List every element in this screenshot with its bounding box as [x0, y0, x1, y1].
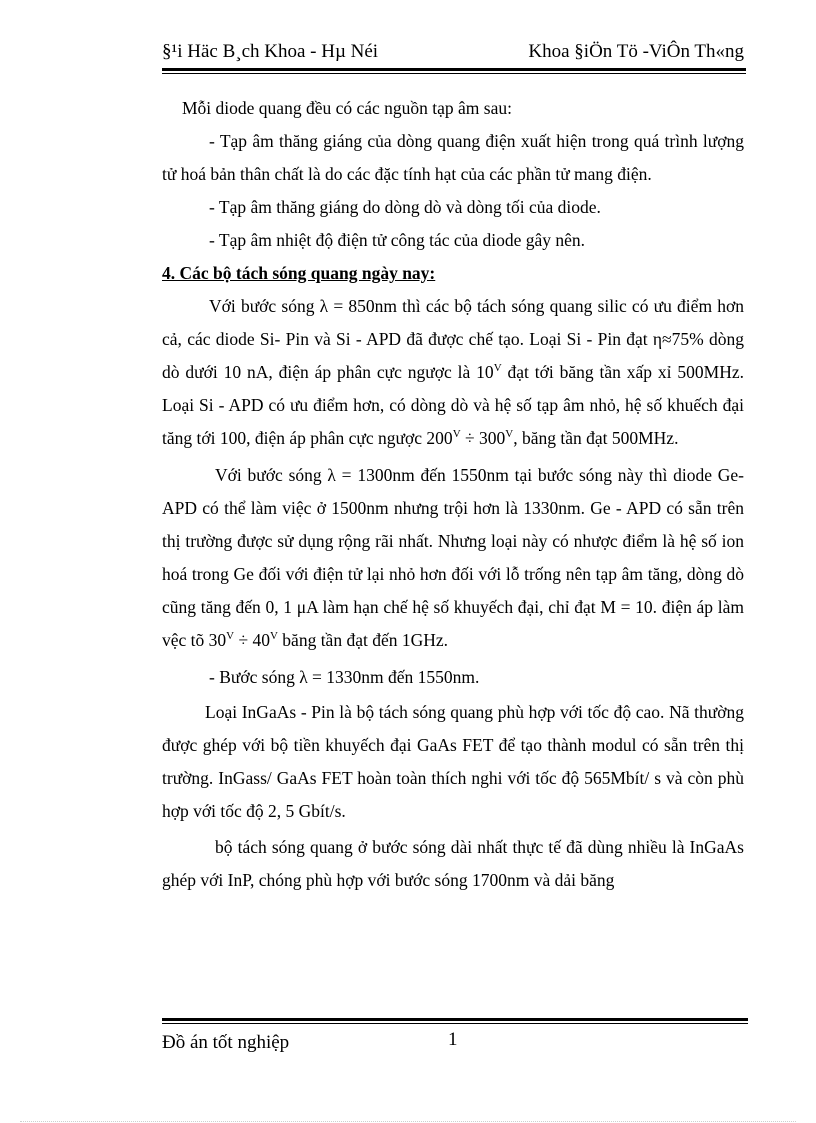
paragraph-1300nm-part-a: Với bước sóng λ = 1300nm đến 1550nm tại bước sóng này thì diode Ge- APD có thể làm việc ở 1500nm nhưng trội hơn là 1330nm. Ge - APD có sẵn trên thị trường được sử dụng rộng rãi nhất. Nhưng loại này có nhược điểm là hệ số ion hoá trong Ge đối với điện tử lại nhỏ hơn đối với lỗ trống nên tạp âm tăng, dòng dò cũng tăng đến 0, 1 μA làm hạn chế hệ số khuyếch đại, chỉ đạt M = 10. điện áp làm vệc tõ 30 [162, 465, 744, 650]
footer-rule-thick [162, 1018, 748, 1021]
footer-rule-thin [162, 1023, 748, 1024]
paragraph-noise-2: - Tạp âm thăng giáng do dòng dò và dòng tối của diode. [209, 197, 601, 217]
header-rule-thin [162, 73, 746, 74]
header-rule-thick [162, 68, 746, 71]
paragraph-850nm-part-d: , băng tần đạt 500MHz. [513, 428, 679, 448]
section-heading: 4. Các bộ tách sóng quang ngày nay: [162, 263, 436, 283]
superscript-volt-4: V [226, 630, 235, 642]
superscript-volt-2: V [452, 428, 461, 440]
footer-label: Đồ án tốt nghiệp [162, 1032, 290, 1053]
superscript-volt-5: V [269, 630, 278, 642]
paragraph-850nm-part-c: ÷ 300 [460, 428, 506, 448]
page-body [162, 92, 744, 897]
page-number: 1 [448, 1029, 458, 1050]
paragraph-1300nm [162, 459, 744, 657]
paragraph-1300nm-part-c: băng tần đạt đến 1GHz. [277, 630, 449, 650]
paragraph-1300nm-part-b: ÷ 40 [234, 630, 270, 650]
page-header [162, 36, 746, 70]
paragraph-ingaas-pin: Loại InGaAs - Pin là bộ tách sóng quang phù hợp với tốc độ cao. Nã thường được ghép với bộ tiền khuyếch đại GaAs FET để tạo thành modul có sẵn trên thị trường. InGass/ GaAs FET hoàn toàn thích nghi với tốc độ 565Mbít/ s và còn phù hợp với tốc độ 2, 5 Gbít/s. [162, 702, 744, 821]
superscript-volt-1: V [493, 362, 502, 374]
paragraph-850nm-part-a: Với bước sóng λ = 850nm thì các bộ tách sóng quang silic có ưu điểm hơn cả, các diode Si- Pin và Si - APD đã được chế tạo. Loại Si - Pin đạt η≈75% dòng dò dưới 10 nA, điện áp phân cực ngược là 10 [162, 296, 744, 382]
superscript-volt-3: V [505, 428, 514, 440]
header-right-text: Khoa §iÖn Tö -ViÔn Th«ng [528, 41, 744, 62]
paragraph-noise-3: - Tạp âm nhiệt độ điện tử công tác của diode gây nên. [209, 230, 586, 250]
paragraph-850nm-part-b: đạt tới băng tần xấp xỉ 500MHz. Loại Si - APD có ưu điểm hơn, có dòng dò và hệ số tạp âm nhỏ, hệ số khuếch đại tăng tới 100, điện áp phân cực ngược 200 [162, 362, 744, 448]
paragraph-wavelength: - Bước sóng λ = 1330nm đến 1550nm. [209, 667, 480, 687]
paragraph-noise-1: - Tạp âm thăng giáng của dòng quang điện xuất hiện trong quá trình lượng tử hoá bản thân chất là do các đặc tính hạt của các phần tử mang điện. [162, 131, 744, 184]
header-left-text: §¹i Häc B¸ch Khoa - Hµ Néi [162, 41, 379, 62]
paragraph-ingaas-inp: bộ tách sóng quang ở bước sóng dài nhất thực tế đã dùng nhiều là InGaAs ghép với InP, chóng phù hợp với bước sóng 1700nm và dải băng [162, 837, 744, 890]
paragraph-850nm [162, 290, 744, 455]
paragraph-intro: Mỗi diode quang đều có các nguồn tạp âm sau: [182, 98, 512, 118]
page-footer [162, 1018, 748, 1068]
page-bottom-dotted-edge [20, 1121, 796, 1122]
